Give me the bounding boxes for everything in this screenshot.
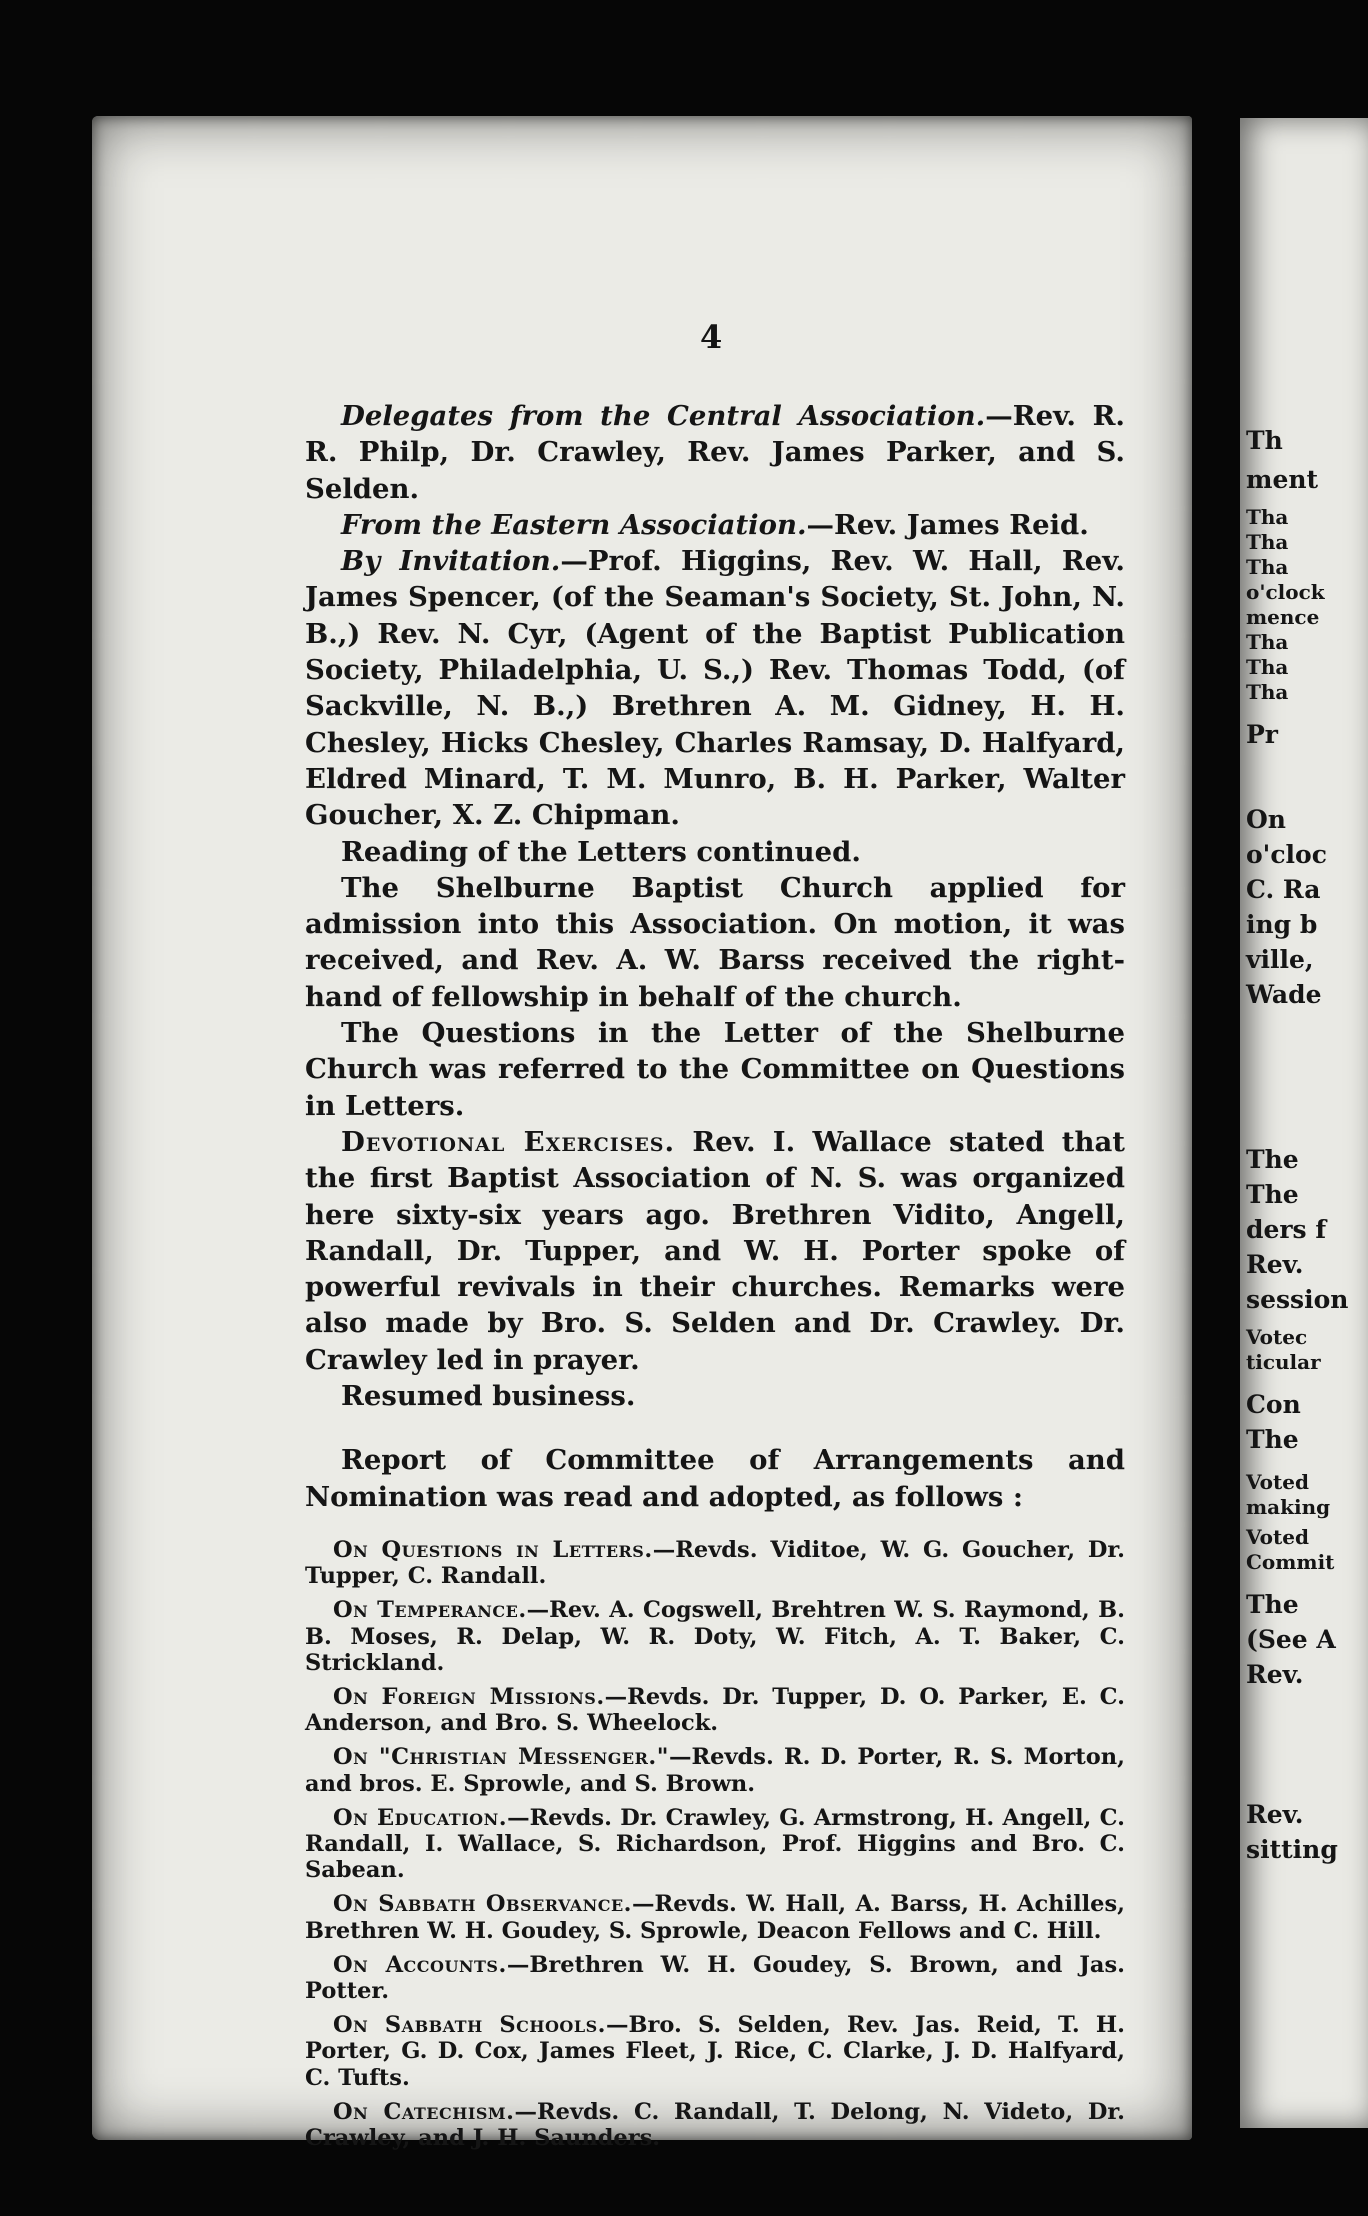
paragraph-resumed-business: Resumed business. [341,1380,636,1413]
paragraph-delegates-central [305,398,1125,507]
adjacent-page-fragment: o'clock [1246,580,1325,604]
paragraph-devotional-exercises [305,1124,1125,1378]
adjacent-page-fragment: On [1246,805,1286,834]
committee-members: —Revds. Viditoe, W. G. Goucher, Dr. Tupper, C. Randall. [305,1536,1125,1590]
committee-entry [305,1891,1125,1943]
adjacent-page-fragment: C. Ra [1246,875,1321,904]
adjacent-page-fragment: The [1246,1425,1299,1454]
committee-entry [305,1744,1125,1796]
committee-members: —Revds. R. D. Porter, R. S. Morton, and bros. E. Sprowle, and S. Brown. [305,1744,1125,1797]
paragraph-letters-continued: Reading of the Letters continued. [341,835,861,868]
adjacent-page-fragment: ville, [1246,945,1314,974]
adjacent-page-fragment: Th [1246,426,1283,455]
adjacent-page-fragment: Rev. [1246,1800,1304,1829]
paragraph-text: —Rev. R. R. Philp, Dr. Crawley, Rev. James Parker, and S. Selden. [305,400,1125,505]
paragraph-text: —Prof. Higgins, Rev. W. Hall, Rev. James Spencer, (of the Seaman's Society, St. John, N. B.,) Rev. N. Cyr, (Agent of the Baptist Publication Society, Philadelphia, U. S.,) Rev. Thomas Todd, (of Sackville, N. B.,) Brethren A. M. Gidney, H. H. Chesley, Hicks Chesley, Charles Ramsay, D. Halfyard, Eldred Minard, T. M. Munro, B. H. Parker, Walter Goucher, X. Z. Chipman. [305,545,1126,832]
adjacent-page-fragment: ment [1246,465,1319,494]
paragraph-text: —Rev. James Reid. [806,508,1089,541]
adjacent-page-fragment: Votec [1246,1325,1308,1349]
adjacent-page-fragment: Tha [1246,680,1289,704]
adjacent-page-fragment: Tha [1246,530,1289,554]
committee-members: —Rev. A. Cogswell, Brehtren W. S. Raymond, B. B. Moses, R. Delap, W. R. Doty, W. Fitch, A. T. Baker, C. Strickland. [305,1597,1125,1676]
committee-members: —Revds. W. Hall, A. Barss, H. Achilles, Brethren W. H. Goudey, S. Sprowle, Deacon Fellows and C. Hill. [305,1891,1125,1944]
paragraph-shelburne-questions: The Questions in the Letter of the Shelburne Church was referred to the Committee on Questions in Letters. [305,1017,1125,1122]
adjacent-page-fragment: sitting [1246,1835,1338,1864]
committee-entry [305,2099,1125,2151]
adjacent-page-fragment: Tha [1246,505,1289,529]
adjacent-page-fragment: ders f [1246,1215,1327,1244]
adjacent-page-fragment: The [1246,1590,1299,1619]
adjacent-page-fragment: Tha [1246,630,1289,654]
paragraph-heading: Devotional Exercises. [341,1125,676,1158]
adjacent-page-fragment: Pr [1246,720,1278,749]
paragraph-heading: From the Eastern Association. [341,508,807,541]
adjacent-page-fragment: mence [1246,605,1320,629]
paragraph-committee-report: Report of Committee of Arrangements and Nomination was read and adopted, as follows : [305,1444,1125,1513]
adjacent-page-fragment: ticular [1246,1350,1321,1374]
adjacent-page-fragment: session [1246,1285,1349,1314]
adjacent-page-fragment: making [1246,1495,1331,1519]
adjacent-page-fragment: Tha [1246,655,1289,679]
committee-heading: On Catechism. [333,2098,515,2125]
committee-members: —Revds. Dr. Tupper, D. O. Parker, E. C. Anderson, and Bro. S. Wheelock. [305,1683,1125,1737]
paragraph-heading: Delegates from the Central Association. [341,400,986,432]
committee-entry [305,1597,1125,1676]
adjacent-page-fragment: o'cloc [1246,840,1327,869]
adjacent-page-fragment: Voted [1246,1525,1309,1549]
committee-members: —Bro. S. Selden, Rev. Jas. Reid, T. H. Porter, G. D. Cox, James Fleet, J. Rice, C. Clarke, J. D. Halfyard, C. Tufts. [305,2012,1125,2091]
paragraph-delegates-eastern [305,507,1125,543]
adjacent-page-fragment: Rev. [1246,1250,1304,1279]
committee-heading: On Questions in Letters. [333,1536,653,1563]
paragraph-shelburne-admission: The Shelburne Baptist Church applied for admission into this Association. On motion, it was received, and Rev. A. W. Barss received the right-hand of fellowship in behalf of the church. [305,871,1125,1013]
paragraph-text: Rev. I. Wallace stated that the first Baptist Association of N. S. was organized here sixty-six years ago. Brethren Vidito, Angell, Randall, Dr. Tupper, and W. H. Porter spoke of powerful revivals in their churches. Remarks were also made by Bro. S. Selden and Dr. Crawley. Dr. Crawley led in prayer. [305,1125,1126,1376]
committee-entry [305,1684,1125,1736]
committee-entry [305,2012,1125,2091]
committee-entry [305,1805,1125,1884]
committee-heading: On Sabbath Schools. [333,2012,606,2039]
committee-members: —Revds. C. Randall, T. Delong, N. Videto, Dr. Crawley, and J. H. Saunders. [305,2098,1126,2151]
adjacent-page [1240,118,1368,2128]
adjacent-page-fragment: Con [1246,1390,1301,1419]
page-body [305,398,1125,2159]
committee-members: —Revds. Dr. Crawley, G. Armstrong, H. Angell, C. Randall, I. Wallace, S. Richardson, Prof. Higgins and Bro. C. Sabean. [305,1804,1125,1884]
committee-list [305,1537,1125,2151]
committee-members: —Brethren W. H. Goudey, S. Brown, and Jas. Potter. [305,1951,1125,2004]
committee-heading: On Accounts. [333,1951,507,1978]
paragraph-by-invitation [305,543,1125,833]
adjacent-page-fragment: Rev. [1246,1660,1304,1689]
adjacent-page-fragment: The [1246,1145,1299,1174]
adjacent-page-fragment: Wade [1246,980,1322,1009]
committee-heading: On Temperance. [333,1597,527,1624]
adjacent-page-fragment: The [1246,1180,1299,1209]
committee-heading: On Foreign Missions. [333,1683,605,1710]
committee-heading: On Sabbath Observance. [333,1891,633,1918]
adjacent-page-fragment: Tha [1246,555,1289,579]
committee-entry [305,1952,1125,2004]
adjacent-page-fragment: Voted [1246,1470,1309,1494]
committee-heading: On "Christian Messenger." [333,1744,669,1771]
adjacent-page-fragment: Commit [1246,1550,1335,1574]
paragraph-heading: By Invitation. [341,545,561,578]
committee-heading: On Education. [333,1804,508,1831]
adjacent-page-fragment: ing b [1246,910,1318,939]
committee-entry [305,1537,1125,1589]
page-number: 4 [700,318,723,356]
adjacent-page-fragment: (See A [1246,1625,1336,1654]
